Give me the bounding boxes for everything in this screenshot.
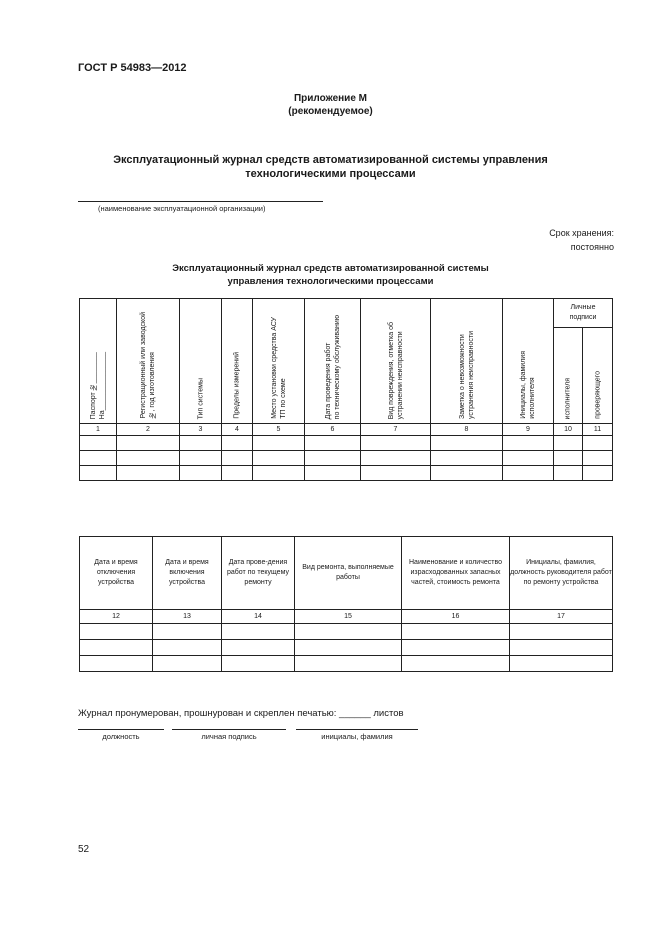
caption-position: должность: [102, 732, 140, 741]
appendix-heading: [0, 92, 661, 118]
column-number: 11: [583, 424, 613, 436]
table-row: [80, 466, 613, 481]
table-row: [80, 451, 613, 466]
page-number: 52: [78, 844, 90, 855]
column-header-shutdown-time: Дата и время отключения устройства: [80, 537, 153, 610]
table-row: [80, 624, 613, 640]
column-header-impossibility-note: Заметка о невозможности устранения неисправности: [431, 299, 503, 424]
column-number: 9: [503, 424, 554, 436]
column-header-repair-supervisor: Инициалы, фамилия, должность руководителя работ по ремонту устройства: [510, 537, 613, 610]
table-title-line1: Эксплуатационный журнал средств автоматизированной системы: [172, 263, 489, 274]
column-number: 5: [253, 424, 305, 436]
column-header-damage-type: Вид повреждения, отметка об устранении неисправности: [361, 299, 431, 424]
column-header-executor-signature: исполнителя: [554, 328, 583, 424]
column-header-repair-type: Вид ремонта, выполняемые работы: [295, 537, 402, 610]
column-number: 14: [222, 610, 295, 624]
column-number: 6: [305, 424, 361, 436]
column-header-spare-parts: Наименование и количество израсходованных запасных частей, стоимость ремонта: [402, 537, 510, 610]
caption-initials-surname: инициалы, фамилия: [321, 732, 393, 741]
main-title: [60, 153, 601, 181]
table-row: [80, 656, 613, 672]
table-row: [80, 436, 613, 451]
column-number: 8: [431, 424, 503, 436]
column-number: 12: [80, 610, 153, 624]
journal-table-main: [79, 298, 613, 481]
main-title-line1: Эксплуатационный журнал средств автоматизированной системы управления: [113, 154, 548, 166]
caption-personal-signature: личная подпись: [201, 732, 257, 741]
appendix-title: Приложение М: [293, 93, 368, 104]
column-header-registration-number: Регистрационный или заводской №, год изготовления: [117, 299, 180, 424]
column-header-maintenance-date: Дата проведения работ по техническому обслуживанию: [305, 299, 361, 424]
column-header-executor-name: Инициалы, фамилия исполнителя: [503, 299, 554, 424]
column-number: 16: [402, 610, 510, 624]
retention-value: постоянно: [570, 242, 614, 252]
table-title: [60, 262, 601, 288]
document-header: ГОСТ Р 54983—2012: [78, 62, 187, 74]
column-number: 1: [80, 424, 117, 436]
column-numbers-row: [80, 424, 613, 436]
appendix-note: (рекомендуемое): [288, 106, 373, 117]
table-row: [80, 640, 613, 656]
column-number: 10: [554, 424, 583, 436]
column-header-measurement-limits: Пределы измерений: [222, 299, 253, 424]
organization-line: [78, 201, 323, 202]
column-header-installation-place: Место установки средства АСУ ТП по схеме: [253, 299, 305, 424]
table-title-line2: управления технологическими процессами: [227, 276, 434, 287]
journal-table-repairs: [79, 536, 613, 672]
column-number: 3: [180, 424, 222, 436]
main-title-line2: технологическими процессами: [245, 168, 416, 180]
column-number: 17: [510, 610, 613, 624]
column-number: 7: [361, 424, 431, 436]
column-group-signatures: Личные подписи: [554, 299, 613, 328]
column-header-inspector-signature: проверяющего: [583, 328, 613, 424]
signature-line-name: [296, 729, 418, 730]
column-number: 4: [222, 424, 253, 436]
column-numbers-row: [80, 610, 613, 624]
column-header-repair-date: Дата прове-дения работ по текущему ремонту: [222, 537, 295, 610]
signature-line-position: [78, 729, 164, 730]
column-header-startup-time: Дата и время включения устройства: [153, 537, 222, 610]
column-header-passport: Паспорт №________ На_______________: [80, 299, 117, 424]
column-number: 2: [117, 424, 180, 436]
column-number: 15: [295, 610, 402, 624]
signature-line-personal: [172, 729, 286, 730]
retention-period: [549, 226, 614, 254]
retention-label: Срок хранения:: [549, 228, 614, 238]
numbering-statement: Журнал пронумерован, прошнурован и скреплен печатью: ______ листов: [78, 708, 404, 719]
column-header-system-type: Тип системы: [180, 299, 222, 424]
organization-caption: (наименование эксплуатационной организации): [98, 204, 266, 213]
column-number: 13: [153, 610, 222, 624]
